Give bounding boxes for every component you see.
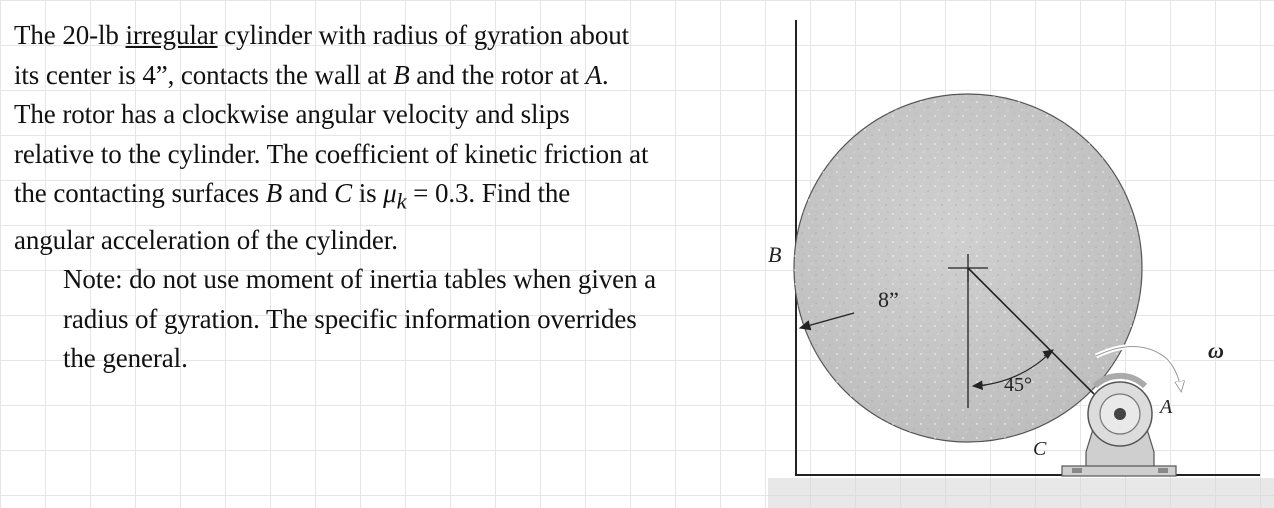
problem-statement [14,16,734,379]
bolt-right [1158,468,1168,473]
mu-symbol: μ [383,178,397,208]
note-line-1: Note: do not use moment of inertia tables when given a [63,264,656,295]
label-c: C [1033,438,1047,460]
label-radius: 8” [878,287,899,312]
problem-line-3: The rotor has a clockwise angular velocity and slips [14,99,570,129]
problem-line-4: relative to the cylinder. The coefficient of kinetic friction at [14,138,649,169]
label-angle: 45° [1004,374,1032,396]
problem-line-2: its center is 4”, contacts the wall at B and the rotor at A. [14,59,609,90]
rotor-axle [1114,408,1126,420]
bolt-left [1072,468,1082,473]
problem-line-6: angular acceleration of the cylinder. [14,224,398,255]
cylinder-figure [750,0,1274,508]
note-line-2: radius of gyration. The specific information overrides [63,303,637,334]
label-b: B [768,242,782,267]
underlined-word: irregular [125,20,218,50]
problem-line-5: the contacting surfaces B and C is $\mu_k = 0.3$. Find the [14,178,571,214]
label-a: A [1160,396,1173,418]
label-omega: ω [1208,338,1224,363]
problem-line-1: The 20-lb irregular cylinder with radius of gyration about [14,20,630,50]
note-line-3: the general. [63,343,188,374]
figure-drawing [750,0,1274,508]
floor-shadow [768,478,1274,508]
